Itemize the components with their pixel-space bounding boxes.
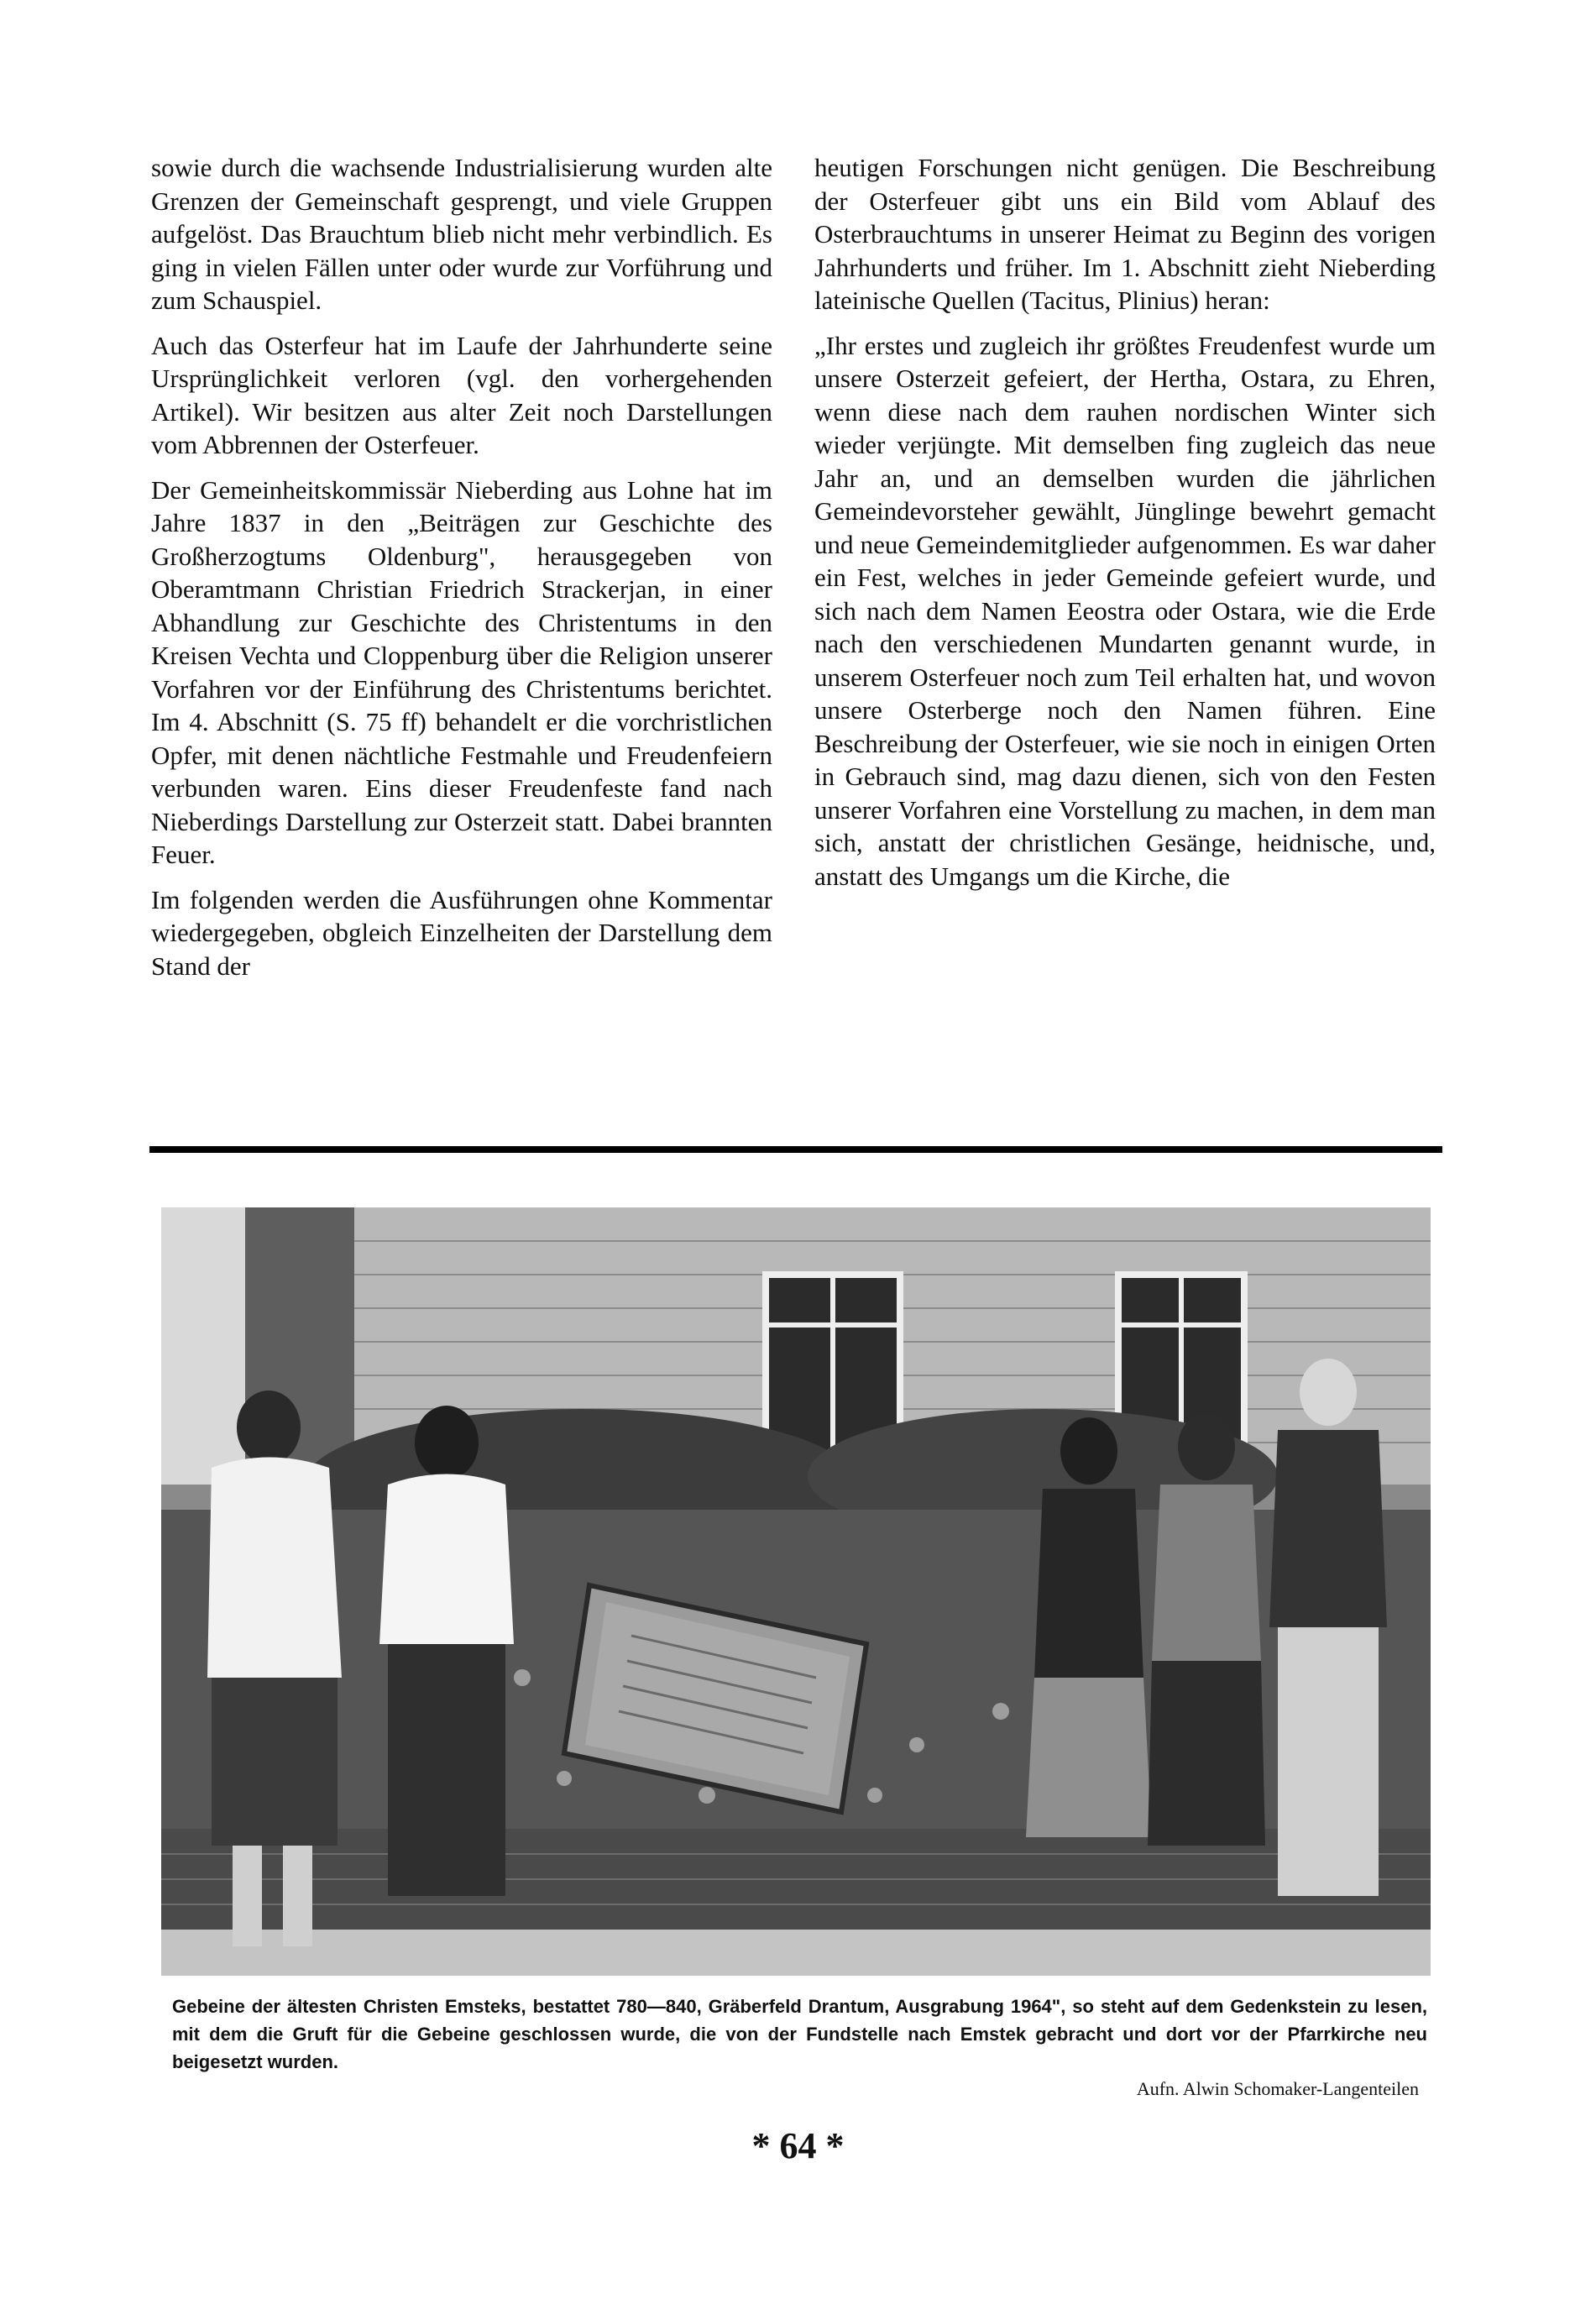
photograph-memorial-stone	[161, 1207, 1431, 1976]
paragraph: „Ihr erstes und zugleich ihr größtes Freudenfest wurde um unsere Osterzeit gefeiert, der Hertha, Ostara, zu Ehren, wenn diese nach dem rauhen nordischen Winter sich wieder verjüngte. Mit demselben fing zugleich das neue Jahr an, und an demselben wurden die jährlichen Gemeindevorsteher gewählt, Jünglinge bewehrt gemacht und neue Gemeindemitglieder aufgenommen. Es war daher ein Fest, welches in jeder Gemeinde gefeiert wurde, und sich nach dem Namen Eeostra oder Ostara, wie die Erde nach den verschiedenen Mundarten genannt wurde, in unserem Osterfeuer noch zum Teil erhalten hat, und wovon unsere Osterberge noch den Namen führen. Eine Beschreibung der Osterfeuer, wie sie noch in einigen Orten in Gebrauch sind, mag dazu dienen, sich von den Festen unserer Vorfahren eine Vorstellung zu machen, in dem man sich, anstatt der christlichen Gesänge, heidnische, und, anstatt des Umgangs um die Kirche, die	[814, 330, 1436, 891]
paragraph: Der Gemeinheitskommissär Nieberding aus Lohne hat im Jahre 1837 in den „Beiträgen zur Geschichte des Großherzogtums Oldenburg", herausgegeben von Oberamtmann Christian Friedrich Strackerjan, in einer Abhandlung zur Geschichte des Christentums in den Kreisen Vechta und Cloppenburg über die Religion unserer Vorfahren vor der Einführung des Christentums berichtet. Im 4. Abschnitt (S. 75 ff) behandelt er die vorchristlichen Opfer, mit denen nächtliche Festmahle und Freudenfeiern verbunden waren. Eins dieser Freudenfeste fand nach Nieberdings Darstellung zur Osterzeit statt. Dabei brannten Feuer.	[151, 474, 772, 869]
paragraph: Im folgenden werden die Ausführungen ohne Kommentar wiedergegeben, obgleich Einzelheiten der Darstellung dem Stand der	[151, 884, 772, 981]
right-column	[814, 151, 1436, 904]
horizontal-rule	[149, 1146, 1442, 1153]
page-number: * 64 *	[751, 2125, 845, 2166]
photo-credit: Aufn. Alwin Schomaker-Langenteilen	[1136, 2078, 1419, 2099]
paragraph: Auch das Osterfeur hat im Laufe der Jahrhunderte seine Ursprünglichkeit verloren (vgl. den vorhergehenden Artikel). Wir besitzen aus alter Zeit noch Darstellungen vom Abbrennen der Osterfeuer.	[151, 330, 772, 459]
paragraph: sowie durch die wachsende Industrialisierung wurden alte Grenzen der Gemeinschaft gesprengt, und viele Gruppen aufgelöst. Das Brauchtum blieb nicht mehr verbindlich. Es ging in vielen Fällen unter oder wurde zur Vorführung und zum Schauspiel.	[151, 153, 772, 315]
photo-illustration	[161, 1207, 1431, 1976]
figure-caption: Gebeine der ältesten Christen Emsteks, bestattet 780—840, Gräberfeld Drantum, Ausgrabung 1964", so steht auf dem Gedenkstein zu lesen, mit dem die Gruft für die Gebeine geschlossen wurde, die von der Fundstelle nach Emstek gebracht und dort vor der Pfarrkirche neu beigesetzt wurden.	[172, 1996, 1427, 2072]
left-column	[151, 151, 772, 994]
paragraph: heutigen Forschungen nicht genügen. Die Beschreibung der Osterfeuer gibt uns ein Bild vom Ablauf des Osterbrauchtums in unserer Heimat zu Beginn des vorigen Jahrhunderts und früher. Im 1. Abschnitt zieht Nieberding lateinische Quellen (Tacitus, Plinius) heran:	[814, 153, 1436, 315]
